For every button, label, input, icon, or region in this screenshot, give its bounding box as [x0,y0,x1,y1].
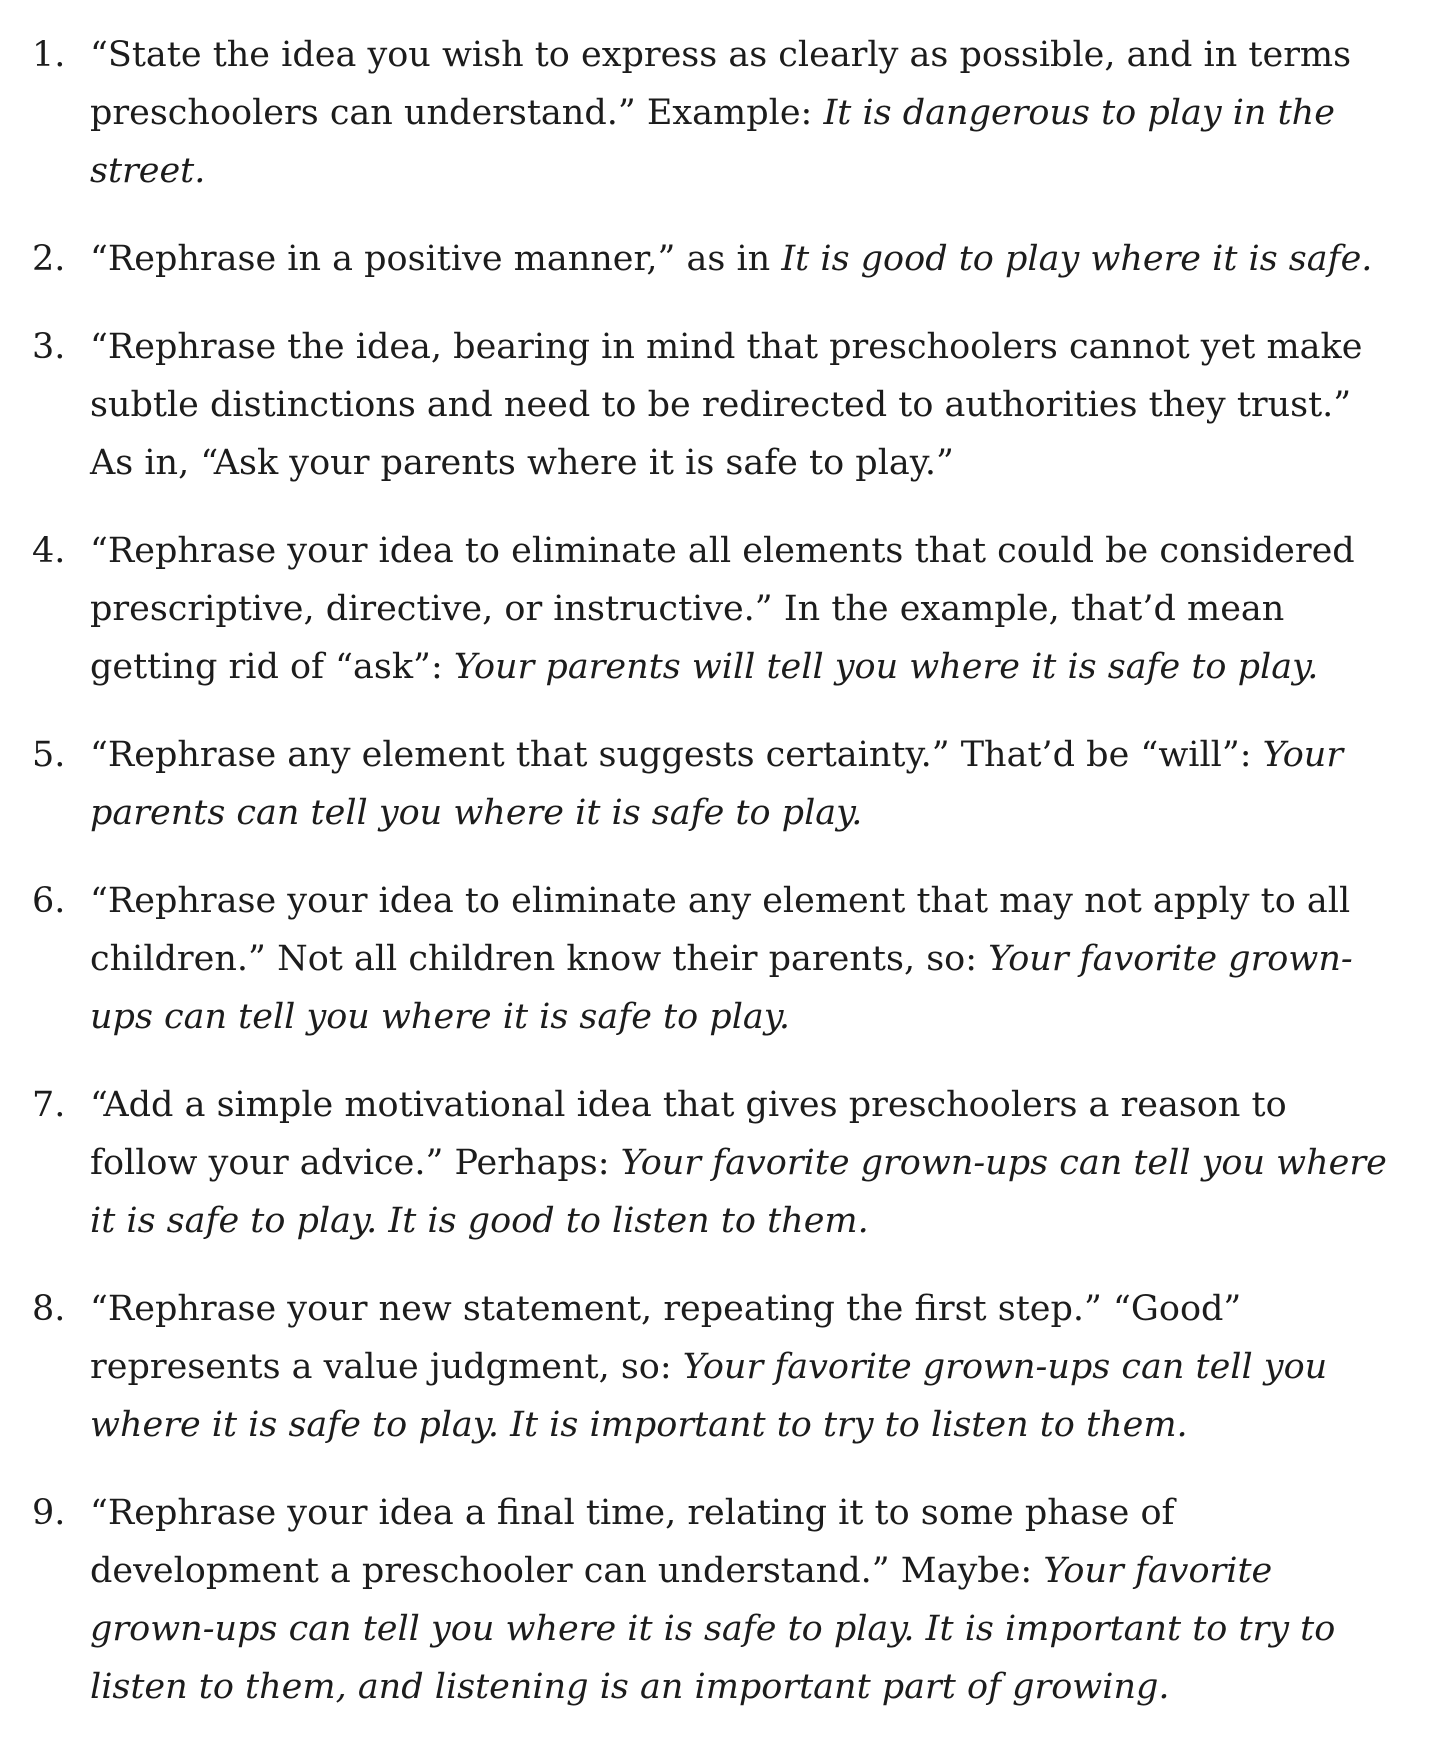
step-number: 5. [32,735,66,775]
step-text [90,522,1398,696]
step-text-example: It is good to play where it is safe. [781,239,1373,279]
step-text-example: Your parents can tell you where it is safe to play. [90,735,1344,833]
step-number: 9. [32,1493,66,1533]
step-text-quote: “Rephrase your idea to eliminate all elements that could be considered prescriptive, directive, or instructive.” In the example, that’d mean getting rid of “ask”: [90,531,1355,687]
step-text [90,318,1398,492]
step-text-example: Your favorite grown-ups can tell you where it is safe to play. It is important to try to listen to them, and listening is an important part of growing. [90,1551,1336,1707]
step-text [90,1484,1398,1716]
step-item [32,1076,1398,1250]
step-text-quote: “Rephrase your idea to eliminate any element that may not apply to all children.” Not all children know their parents, so: [90,881,1351,979]
step-number: 3. [32,327,66,367]
steps-list [32,26,1398,1746]
step-text-example: Your favorite grown-ups can tell you where it is safe to play. [90,939,1353,1037]
step-text-quote: “Rephrase in a positive manner,” as in [90,239,782,279]
step-text-quote: “State the idea you wish to express as clearly as possible, and in terms preschoolers can understand.” Example: [90,35,1352,133]
step-item [32,1484,1398,1716]
step-number: 7. [32,1085,66,1125]
step-number: 1. [32,35,66,75]
step-item [32,26,1398,200]
step-item [32,872,1398,1046]
step-text-example: Your favorite grown-ups can tell you where it is safe to play. It is good to listen to them. [90,1143,1387,1241]
step-item [32,230,1398,288]
step-number: 8. [32,1289,66,1329]
step-text-quote: “Add a simple motivational idea that gives preschoolers a reason to follow your advice.” Perhaps: [90,1085,1287,1183]
step-item [32,522,1398,696]
step-text-quote: “Rephrase your new statement, repeating the first step.” “Good” represents a value judgment, so: [90,1289,1242,1387]
step-text [90,726,1398,842]
step-text [90,872,1398,1046]
step-item [32,726,1398,842]
step-text-example: It is dangerous to play in the street. [90,93,1335,191]
step-text [90,26,1398,200]
step-text-example: Your parents will tell you where it is safe to play. [453,647,1319,687]
step-text [90,230,1398,288]
step-text-quote: “Rephrase the idea, bearing in mind that preschoolers cannot yet make subtle distinctions and need to be redirected to authorities they trust.” As in, “Ask your parents where it is safe to play.” [90,327,1363,483]
step-text [90,1280,1398,1454]
step-number: 2. [32,239,66,279]
step-number: 4. [32,531,66,571]
step-text [90,1076,1398,1250]
step-text-quote: “Rephrase your idea a final time, relating it to some phase of development a preschooler can understand.” Maybe: [90,1493,1175,1591]
step-item [32,1280,1398,1454]
step-item [32,318,1398,492]
step-number: 6. [32,881,66,921]
step-text-quote: “Rephrase any element that suggests certainty.” That’d be “will”: [90,735,1263,775]
step-text-example: Your favorite grown-ups can tell you where it is safe to play. It is important to try to listen to them. [90,1347,1328,1445]
